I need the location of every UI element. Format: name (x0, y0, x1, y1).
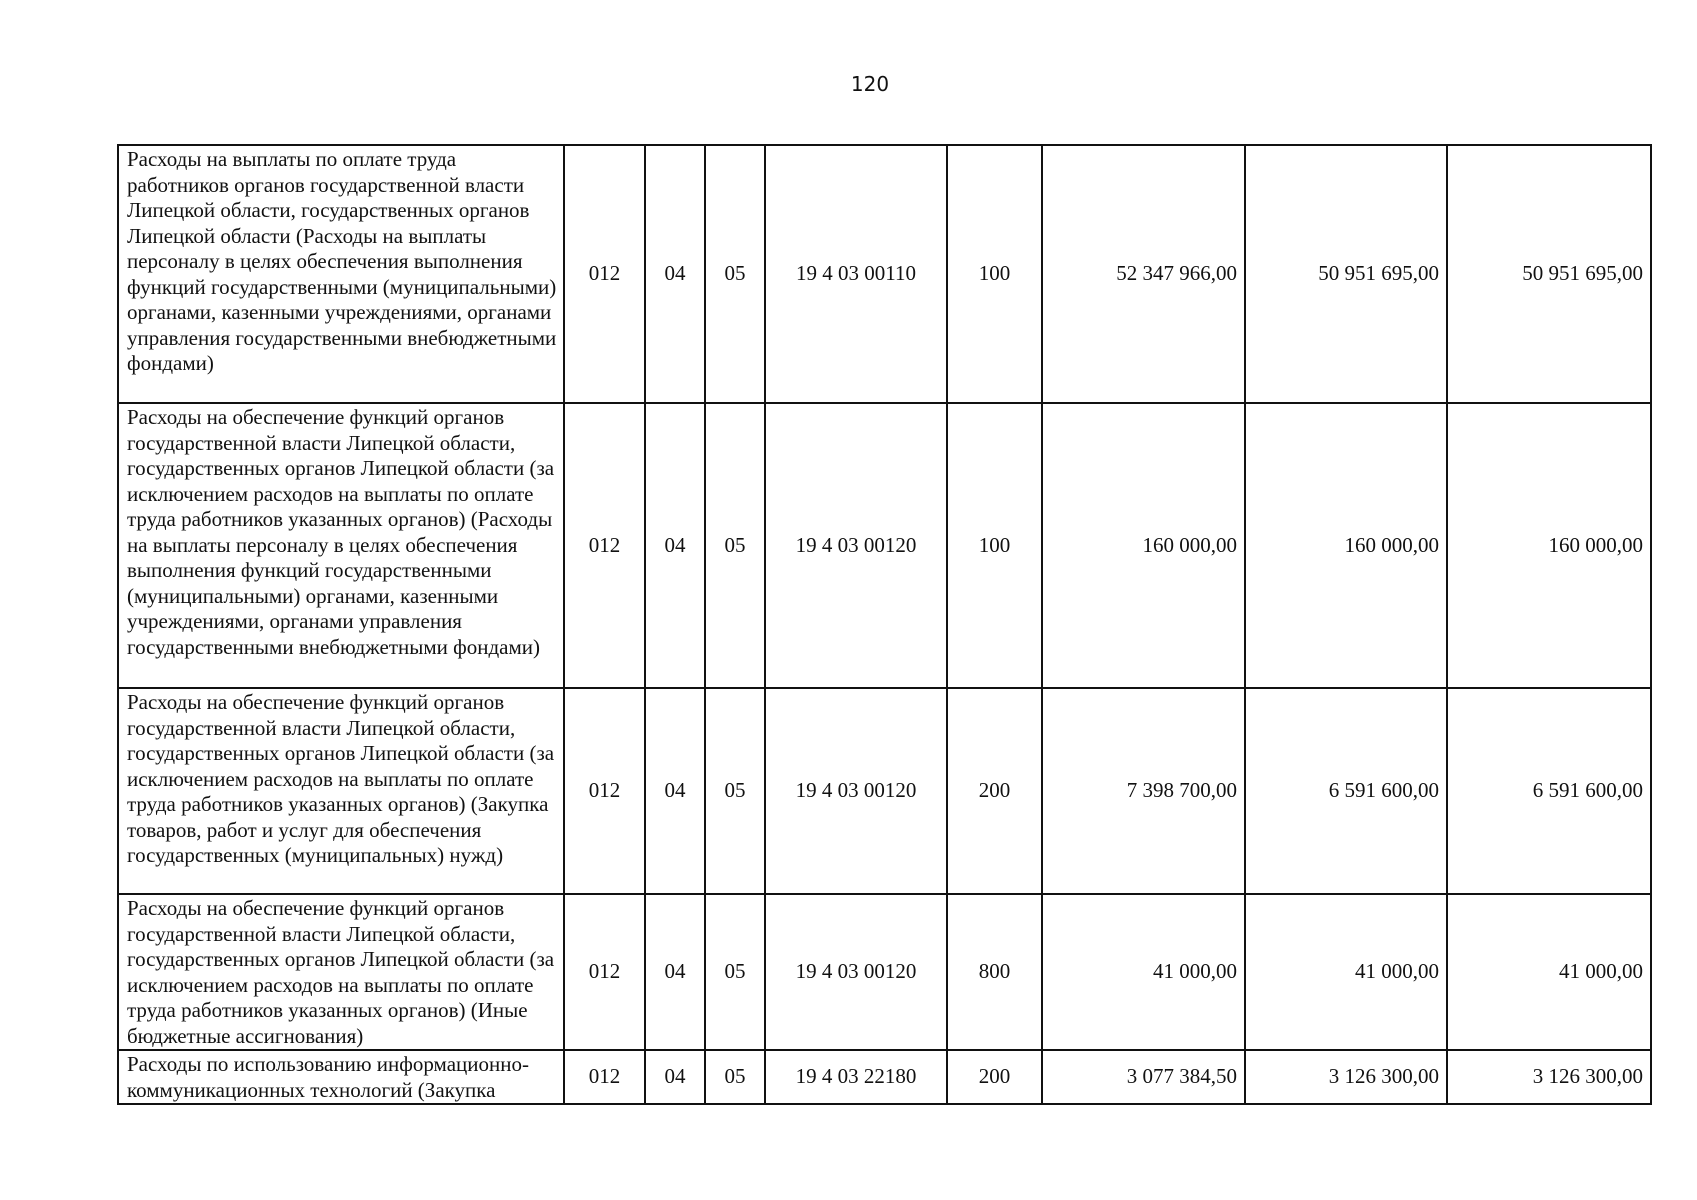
table-row (118, 403, 1651, 688)
subsection-code: 05 (705, 145, 765, 403)
subsection-code: 05 (705, 688, 765, 894)
amount-year-3: 50 951 695,00 (1447, 145, 1651, 403)
expense-type-code: 200 (947, 1050, 1042, 1104)
expense-description: Расходы на обеспечение функций органов государственной власти Липецкой области, государственных органов Липецкой области (за исключением расходов на выплаты по оплате труда работников указанных органов) (Иные бюджетные ассигнования) (118, 894, 564, 1050)
amount-year-3: 41 000,00 (1447, 894, 1651, 1050)
table-row (118, 894, 1651, 1050)
amount-year-2: 6 591 600,00 (1245, 688, 1447, 894)
target-article-code: 19 4 03 22180 (765, 1050, 947, 1104)
target-article-code: 19 4 03 00120 (765, 688, 947, 894)
grbs-code: 012 (564, 403, 645, 688)
section-code: 04 (645, 688, 705, 894)
table-row (118, 145, 1651, 403)
table-row (118, 1050, 1651, 1104)
amount-year-1: 41 000,00 (1042, 894, 1245, 1050)
amount-year-2: 160 000,00 (1245, 403, 1447, 688)
amount-year-1: 52 347 966,00 (1042, 145, 1245, 403)
table-row (118, 688, 1651, 894)
grbs-code: 012 (564, 1050, 645, 1104)
expense-description: Расходы на обеспечение функций органов государственной власти Липецкой области, государственных органов Липецкой области (за исключением расходов на выплаты по оплате труда работников указанных органов) (Закупка товаров, работ и услуг для обеспечения государственных (муниципальных) нужд) (118, 688, 564, 894)
section-code: 04 (645, 145, 705, 403)
expense-description: Расходы по использованию информационно-коммуникационных технологий (Закупка (118, 1050, 564, 1104)
amount-year-2: 50 951 695,00 (1245, 145, 1447, 403)
target-article-code: 19 4 03 00110 (765, 145, 947, 403)
amount-year-3: 6 591 600,00 (1447, 688, 1651, 894)
expense-type-code: 100 (947, 403, 1042, 688)
subsection-code: 05 (705, 403, 765, 688)
grbs-code: 012 (564, 894, 645, 1050)
amount-year-1: 7 398 700,00 (1042, 688, 1245, 894)
amount-year-2: 41 000,00 (1245, 894, 1447, 1050)
page-number: 120 (850, 72, 890, 96)
amount-year-2: 3 126 300,00 (1245, 1050, 1447, 1104)
subsection-code: 05 (705, 1050, 765, 1104)
expense-type-code: 200 (947, 688, 1042, 894)
expense-type-code: 800 (947, 894, 1042, 1050)
amount-year-1: 160 000,00 (1042, 403, 1245, 688)
grbs-code: 012 (564, 688, 645, 894)
target-article-code: 19 4 03 00120 (765, 894, 947, 1050)
grbs-code: 012 (564, 145, 645, 403)
subsection-code: 05 (705, 894, 765, 1050)
amount-year-3: 160 000,00 (1447, 403, 1651, 688)
section-code: 04 (645, 403, 705, 688)
expense-type-code: 100 (947, 145, 1042, 403)
section-code: 04 (645, 1050, 705, 1104)
expense-description: Расходы на обеспечение функций органов государственной власти Липецкой области, государственных органов Липецкой области (за исключением расходов на выплаты по оплате труда работников указанных органов) (Расходы на выплаты персоналу в целях обеспечения выполнения функций государственными (муниципальными) органами, казенными учреждениями, органами управления государственными внебюджетными фондами) (118, 403, 564, 688)
target-article-code: 19 4 03 00120 (765, 403, 947, 688)
amount-year-3: 3 126 300,00 (1447, 1050, 1651, 1104)
amount-year-1: 3 077 384,50 (1042, 1050, 1245, 1104)
budget-table (117, 144, 1652, 1105)
expense-description: Расходы на выплаты по оплате труда работников органов государственной власти Липецкой области, государственных органов Липецкой области (Расходы на выплаты персоналу в целях обеспечения выполнения функций государственными (муниципальными) органами, казенными учреждениями, органами управления государственными внебюджетными фондами) (118, 145, 564, 403)
section-code: 04 (645, 894, 705, 1050)
